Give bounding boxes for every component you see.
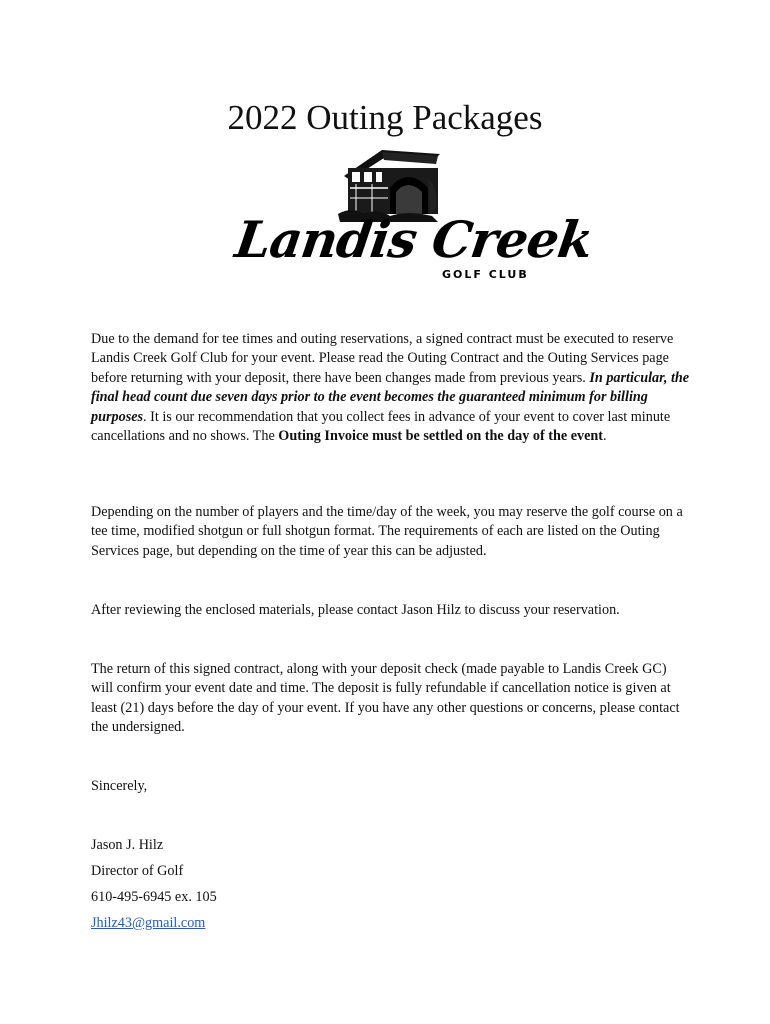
logo-wordmark: Landis Creek bbox=[231, 210, 596, 269]
intro-text-part1: Due to the demand for tee times and outing reservations, a signed contract must be executed to reserve Landis Creek Golf Club for your event. Please read the Outing Contract and the Outing Services page before returning with your deposit, there have been changes made from previous years. bbox=[91, 331, 674, 386]
signer-email-link[interactable]: Jhilz43@gmail.com bbox=[91, 915, 206, 931]
intro-text-part3: . bbox=[603, 428, 607, 445]
landis-creek-logo bbox=[231, 148, 596, 288]
signer-phone: 610-495-6945 ex. 105 bbox=[91, 889, 217, 905]
page-title: 2022 Outing Packages bbox=[227, 98, 543, 137]
contact-paragraph: After reviewing the enclosed materials, please contact Jason Hilz to discuss your reservation. bbox=[91, 602, 620, 618]
signer-name: Jason J. Hilz bbox=[91, 837, 164, 853]
format-paragraph: Depending on the number of players and the time/day of the week, you may reserve the golf course on a tee time, modified shotgun or full shotgun format. The requirements of each are listed on the Outing Services page, but depending on the time of year this can be adjusted. bbox=[91, 504, 683, 559]
intro-paragraph bbox=[91, 330, 691, 446]
intro-text-part2: . It is our recommendation that you collect fees in advance of your event to cover last minute cancellations and no shows. The bbox=[91, 408, 671, 445]
intro-emphasis: In particular, the final head count due seven days prior to the event becomes the guaranteed minimum for billing purposes bbox=[91, 369, 690, 425]
intro-bold: Outing Invoice must be settled on the day of the event bbox=[278, 428, 604, 445]
closing-line: Sincerely, bbox=[91, 778, 148, 794]
deposit-paragraph: The return of this signed contract, along with your deposit check (made payable to Landis Creek GC) will confirm your event date and time. The deposit is fully refundable if cancellation notice is given at least (21) days before the day of your event. If you have any other questions or concerns, please contact the undersigned. bbox=[91, 661, 680, 736]
signer-role: Director of Golf bbox=[91, 863, 184, 879]
logo-subtitle: GOLF CLUB bbox=[442, 268, 529, 281]
